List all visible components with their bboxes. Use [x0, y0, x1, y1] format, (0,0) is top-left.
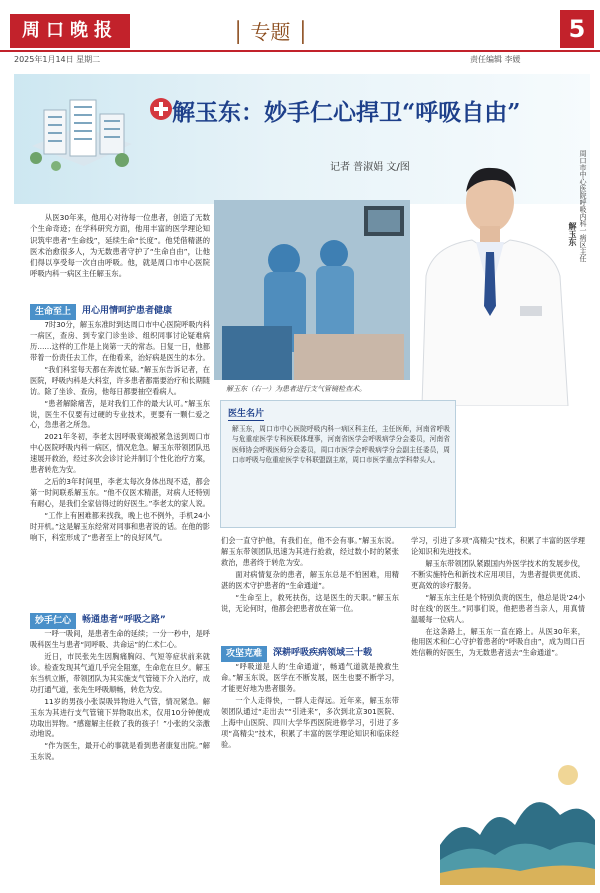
landscape-illustration — [440, 745, 595, 885]
paragraph: 之后的3年时间里，李老太每次身体出现不适，都会第一时间联系解玉东。“他不仅医术精湛，对病人还特别有耐心，是我们全家信得过的好医生。”李老太的家人说。 — [30, 477, 210, 508]
paragraph: 们会一直守护他，有我们在，他不会有事。”解玉东说。解玉东带领团队迅速为其进行抢救，经过数小时的紧张救治，患者终于转危为安。 — [221, 536, 399, 567]
section-label: │ 专题 │ — [232, 20, 309, 44]
portrait-caption-name: 解玉东 — [568, 222, 577, 246]
profile-title: 医生名片 — [228, 406, 264, 421]
paragraph: “我们科室每天都在奔波忙碌。”解玉东告诉记者，在医院，呼吸内科是大科室，许多患者都需要治疗和长期随访。除了坐诊、查房，他每日都要抽空看病人。 — [30, 364, 210, 396]
paragraph: “患者解除痛苦，是对我们工作的最大认可。”解玉东说，医生不仅要有过硬的专业技术，更要有一颗仁爱之心，急患者之所急。 — [30, 398, 210, 430]
section-2 — [30, 613, 210, 764]
lead-text: 从医30年来，他用心对待每一位患者，创造了无数个生命奇迹；在学科研究方面，他用丰富的医学理论知识筑牢患者“生命线”，延续生命“长度”。他凭借精湛的医术治愈很多人，为无数患者守护了“生命自由”，让他们得以享受每一次自由呼吸。他，就是周口市中心医院呼吸内科一病区主任解玉东。 — [30, 213, 210, 279]
hospital-illustration — [22, 86, 140, 182]
section-1-heading — [30, 304, 210, 320]
section-3 — [221, 646, 399, 752]
page-number: 5 — [560, 10, 594, 48]
header-rule — [0, 50, 600, 52]
section-3-tag: 攻坚克难 — [221, 646, 267, 662]
section-1 — [30, 304, 210, 545]
paragraph: “生命至上，救死扶伤，这是医生的天职。”解玉东说，无论何时，他都会把患者放在第一位。 — [221, 592, 399, 613]
paragraph: 2021年冬初，李老太因呼吸衰竭被紧急送到周口市中心医院呼吸内科一病区，情况危急。解玉东带领团队迅速展开救治，经过多次会诊讨论并制订个性化治疗方案，患者转危为安。 — [30, 432, 210, 475]
section-2-continued — [221, 536, 399, 616]
paragraph: 7时30分，解玉东准时到达周口市中心医院呼吸内科一病区，查房、到专家门诊坐诊、组织同事讨论疑难病历……这样的工作是上岗第一天的常态。日复一日，他都带着一份责任去工作，在他看来，治好病是医生的本分。 — [30, 320, 210, 362]
profile-text: 解玉东，周口市中心医院呼吸内科一病区科主任，主任医师，河南省呼吸与危重症医学专科医联体理事，河南省医学会呼吸病学分会委员，河南省医师协会呼吸医师分会委员，周口市医学会呼吸病学分会副主任委员，周口市呼吸与危重症医学专科联盟副主席，周口市医学重点学科带头人。 — [232, 425, 450, 465]
paragraph: “解玉东主任是个特别负责的医生，他总是说‘24小时在线’的医生。”同事们说，他把患者当亲人，用真情温暖每一位病人。 — [411, 592, 585, 624]
section-2-title: 畅通患者“呼吸之路” — [82, 615, 166, 626]
section-3-continued — [411, 536, 585, 660]
portrait-caption-title: 周口市中心医院呼吸内科一病区主任 — [579, 150, 587, 262]
paragraph: 解玉东带领团队紧跟国内外医学技术的发展步伐，不断实施特色和新技术应用项目，为患者提供更优质、更高效的诊疗服务。 — [411, 558, 585, 590]
newspaper-logo: 周口晚报 — [10, 14, 130, 48]
issue-date: 2025年1月14日 星期二 — [14, 55, 101, 64]
paragraph: 一呼一吸间，是患者生命的延续；一分一秒中，是呼吸科医生与患者“同呼吸、共命运”的仁术仁心。 — [30, 629, 210, 649]
paragraph: “呼吸道是人的‘生命通道’，畅通气道就是挽救生命。”解玉东说，医学在不断发展，医生也要不断学习，才能更好地为患者服务。 — [221, 662, 399, 693]
paragraph: 学习，引进了多项“高精尖”技术，积累了丰富的医学理论知识和先进技术。 — [411, 536, 585, 556]
paragraph: “作为医生，最开心的事就是看到患者康复出院。”解玉东说。 — [30, 741, 210, 762]
section-2-tag: 妙手仁心 — [30, 613, 76, 629]
section-1-tag: 生命至上 — [30, 304, 76, 320]
section-2-heading — [30, 613, 210, 629]
medical-cross-icon — [150, 98, 172, 120]
paragraph: 11岁的男孩小张误吸异物进入气管，情况紧急。解玉东为其进行支气管镜下异物取出术，仅用10分钟便成功取出异物。“感谢解主任救了我的孩子！”小张的父亲激动地说。 — [30, 696, 210, 739]
editor-credit: 责任编辑 李媛 — [470, 55, 521, 64]
section-3-title: 深耕呼吸疾病领域三十载 — [273, 648, 373, 659]
paragraph: 在这条路上，解玉东一直在路上。从医30年来，他用医术和仁心守护着患者的“呼吸自由”，成为周口百姓信赖的好医生，为无数患者送去“生命通道”。 — [411, 626, 585, 658]
operation-photo — [214, 200, 410, 380]
paragraph: 近日，市民张先生因胸痛胸闷、气短等症状前来就诊。检查发现其气道几乎完全阻塞，生命危在旦夕。解玉东当机立断，带领团队为其实施支气管镜下介入治疗，成功打通气道，张先生呼吸顺畅，转危为安。 — [30, 651, 210, 694]
photo-caption: 解玉东（右一）为患者进行支气管镜检查术。 — [226, 385, 366, 393]
section-3-heading — [221, 646, 399, 662]
article-headline: 解玉东：妙手仁心捍卫“呼吸自由” — [172, 99, 521, 126]
doctor-portrait — [412, 156, 577, 406]
paragraph: 一个人走得快，一群人走得远。近年来，解玉东带领团队通过“走出去”“引进来”，多次到北京301医院、上海中山医院、四川大学华西医院进修学习，引进了多项“高精尖”技术，积累了丰富的医学理论知识和临床经验。 — [221, 695, 399, 749]
byline: 记者 普淑娟 文/图 — [330, 162, 410, 173]
section-1-title: 用心用情呵护患者健康 — [82, 306, 173, 317]
section-name: 专题 — [250, 20, 291, 44]
paragraph: 面对病情复杂的患者，解玉东总是不怕困难，用精湛的医术守护患者的“生命通道”。 — [221, 569, 399, 590]
lead-paragraph — [30, 212, 210, 280]
paragraph: “工作上有困难都来找我，晚上也不例外，手机24小时开机。”这是解玉东经常对同事和患者说的话。在他的影响下，科室形成了“患者至上”的良好风气。 — [30, 510, 210, 542]
